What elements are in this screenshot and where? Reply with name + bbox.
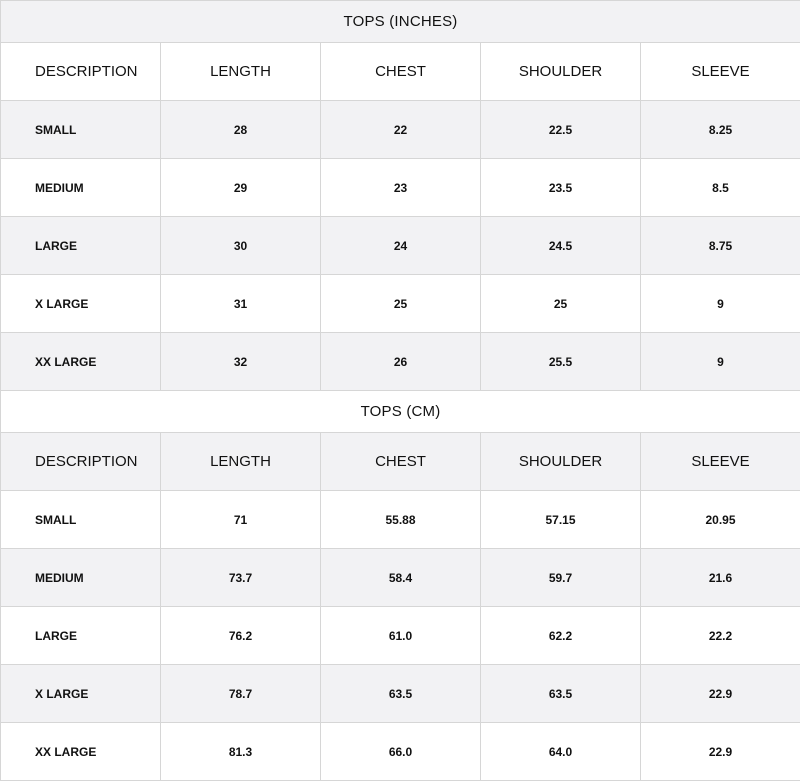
chest-value: 61.0 [321, 607, 481, 665]
sleeve-value: 22.2 [641, 607, 800, 665]
inches-title: TOPS (INCHES) [1, 1, 800, 43]
cm-row-small [1, 491, 800, 549]
sleeve-value: 8.75 [641, 217, 800, 275]
inches-header-row [1, 43, 800, 101]
size-label: X LARGE [1, 275, 161, 333]
shoulder-value: 25 [481, 275, 641, 333]
size-label: SMALL [1, 491, 161, 549]
size-label: MEDIUM [1, 159, 161, 217]
cm-row-large [1, 607, 800, 665]
chest-value: 63.5 [321, 665, 481, 723]
inches-row-x-large [1, 275, 800, 333]
length-value: 73.7 [161, 549, 321, 607]
shoulder-value: 22.5 [481, 101, 641, 159]
sleeve-value: 20.95 [641, 491, 800, 549]
sleeve-value: 9 [641, 275, 800, 333]
chest-value: 24 [321, 217, 481, 275]
inches-header-chest: CHEST [321, 43, 481, 101]
cm-header-row [1, 433, 800, 491]
shoulder-value: 24.5 [481, 217, 641, 275]
chest-value: 55.88 [321, 491, 481, 549]
length-value: 76.2 [161, 607, 321, 665]
size-label: MEDIUM [1, 549, 161, 607]
length-value: 31 [161, 275, 321, 333]
size-label: LARGE [1, 217, 161, 275]
chest-value: 58.4 [321, 549, 481, 607]
length-value: 71 [161, 491, 321, 549]
cm-header-description: DESCRIPTION [1, 433, 161, 491]
length-value: 32 [161, 333, 321, 391]
inches-header-shoulder: SHOULDER [481, 43, 641, 101]
inches-row-medium [1, 159, 800, 217]
shoulder-value: 63.5 [481, 665, 641, 723]
sleeve-value: 9 [641, 333, 800, 391]
shoulder-value: 64.0 [481, 723, 641, 781]
length-value: 30 [161, 217, 321, 275]
shoulder-value: 23.5 [481, 159, 641, 217]
cm-title: TOPS (CM) [1, 391, 800, 433]
chest-value: 22 [321, 101, 481, 159]
sleeve-value: 22.9 [641, 723, 800, 781]
sleeve-value: 21.6 [641, 549, 800, 607]
inches-header-length: LENGTH [161, 43, 321, 101]
inches-header-sleeve: SLEEVE [641, 43, 800, 101]
cm-row-x-large [1, 665, 800, 723]
length-value: 28 [161, 101, 321, 159]
shoulder-value: 57.15 [481, 491, 641, 549]
cm-header-shoulder: SHOULDER [481, 433, 641, 491]
inches-title-row [1, 1, 800, 43]
cm-header-chest: CHEST [321, 433, 481, 491]
cm-row-medium [1, 549, 800, 607]
size-label: SMALL [1, 101, 161, 159]
shoulder-value: 25.5 [481, 333, 641, 391]
sleeve-value: 22.9 [641, 665, 800, 723]
sleeve-value: 8.25 [641, 101, 800, 159]
shoulder-value: 59.7 [481, 549, 641, 607]
sleeve-value: 8.5 [641, 159, 800, 217]
cm-row-xx-large [1, 723, 800, 781]
cm-header-length: LENGTH [161, 433, 321, 491]
shoulder-value: 62.2 [481, 607, 641, 665]
chest-value: 25 [321, 275, 481, 333]
inches-header-description: DESCRIPTION [1, 43, 161, 101]
length-value: 78.7 [161, 665, 321, 723]
chest-value: 26 [321, 333, 481, 391]
cm-header-sleeve: SLEEVE [641, 433, 800, 491]
inches-row-xx-large [1, 333, 800, 391]
size-label: LARGE [1, 607, 161, 665]
size-label: X LARGE [1, 665, 161, 723]
length-value: 81.3 [161, 723, 321, 781]
size-label: XX LARGE [1, 723, 161, 781]
size-label: XX LARGE [1, 333, 161, 391]
inches-row-large [1, 217, 800, 275]
chest-value: 23 [321, 159, 481, 217]
inches-row-small [1, 101, 800, 159]
chest-value: 66.0 [321, 723, 481, 781]
length-value: 29 [161, 159, 321, 217]
cm-title-row [1, 391, 800, 433]
